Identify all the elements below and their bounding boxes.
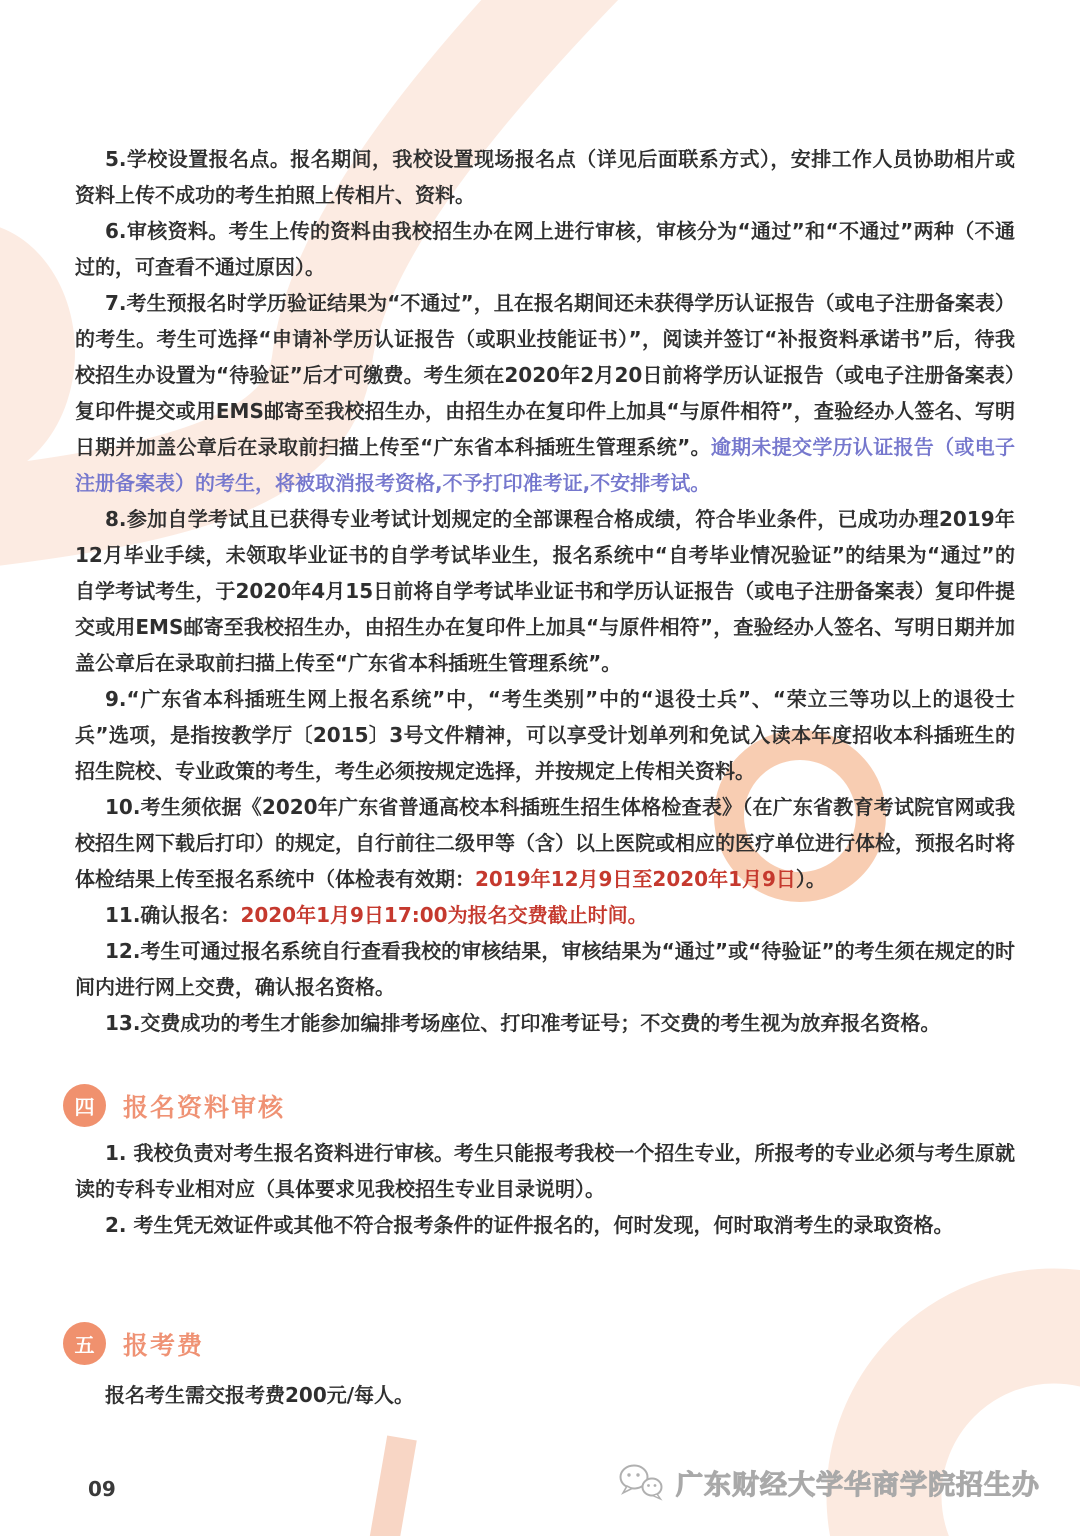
footer-brand [618,1462,1040,1502]
text-run: 8.参加自学考试且已获得专业考试计划规定的全部课程合格成绩，符合毕业条件，已成功办理2019年12月毕业手续，未领取毕业证书的自学考试毕业生，报名系统中“自考毕业情况验证”的结果为“通过”的自学考试考生，于2020年4月15日前将自学考试毕业证书和学历认证报告（或电子注册备案表）复印件提交或用EMS邮寄至我校招生办，由招生办在复印件上加具“与原件相符”，查验经办人签名、写明日期并加盖公章后在录取前扫描上传至“广东省本科插班生管理系统”。 [75,507,1015,675]
paragraph [75,1377,1015,1413]
paragraph [75,933,1015,1005]
footer-brand-text: 广东财经大学华商学院招生办 [676,1469,1040,1501]
text-run: 10.考生须依据《2020年广东省普通高校本科插班生招生体格检查表》（在广东省教育考试院官网或我校招生网下载后打印）的规定，自行前往二级甲等（含）以上医院或相应的医疗单位进行体检，预报名时将体检结果上传至报名系统中（体检表有效期： [75,795,1015,891]
paragraph [75,681,1015,789]
text-run: 7.考生预报名时学历验证结果为“不通过”，且在报名期间还未获得学历认证报告（或电子注册备案表）的考生。考生可选择“申请补学历认证报告（或职业技能证书）”，阅读并签订“补报资料承诺书”后，待我校招生办设置为“待验证”后才可缴费。考生须在2020年2月20日前将学历认证报告（或电子注册备案表）复印件提交或用EMS邮寄至我校招生办，由招生办在复印件上加具“与原件相符”，查验经办人签名、写明日期并加盖公章后在录取前扫描上传至“广东省本科插班生管理系统”。 [75,291,1015,459]
paragraph [75,501,1015,681]
paragraph [75,213,1015,285]
paragraph [75,1207,1015,1243]
paragraph [75,1005,1015,1041]
text-run: 13.交费成功的考生才能参加编排考场座位、打印准考证号；不交费的考生视为放弃报名资格。 [105,1011,941,1035]
left-blob-shape [0,222,75,482]
section-body [75,1135,1015,1243]
paragraph [75,141,1015,213]
paragraph [75,789,1015,897]
intro-section [75,141,1015,1041]
section-number-badge: 五 [63,1322,106,1365]
text-run: 12.考生可通过报名系统自行查看我校的审核结果，审核结果为“通过”或“待验证”的考生须在规定的时间内进行网上交费，确认报名资格。 [75,939,1015,999]
text-run: 逾期未提交学历认证报告（或电子注册备案表）的考生，将被取消报考资格,不予打印准考证,不安排考试。 [75,435,1015,495]
section-title: 报考费 [123,1330,205,1360]
text-run: 2020年1月9日17:00为报名交费截止时间。 [240,903,648,927]
page-number: 09 [88,1477,116,1501]
text-run: 报名考生需交报考费200元/每人。 [105,1383,415,1407]
text-run: ）。 [795,867,826,891]
section-title: 报名资料审核 [123,1092,286,1122]
paragraph [75,1135,1015,1207]
text-run: 9.“广东省本科插班生网上报名系统”中，“考生类别”中的“退役士兵”、“荣立三等功以上的退役士兵”选项，是指按教学厅〔2015〕3号文件精神，可以享受计划单列和免试入读本年度招收本科插班生的招生院校、专业政策的考生，考生必须按规定选择，并按规定上传相关资料。 [75,687,1015,783]
section-body [75,1377,1015,1413]
text-run: 6.审核资料。考生上传的资料由我校招生办在网上进行审核，审核分为“通过”和“不通过”两种（不通过的，可查看不通过原因）。 [75,219,1015,279]
section-number-badge: 四 [63,1084,106,1127]
section-registration-fee [63,1322,1015,1413]
text-run: 11.确认报名： [105,903,241,927]
paragraph [75,285,1015,501]
text-run: 2019年12月9日至2020年1月9日 [475,867,796,891]
bottom-sliver-shape [383,1438,402,1536]
text-run: 5.学校设置报名点。报名期间，我校设置现场报名点（详见后面联系方式），安排工作人员协助相片或资料上传不成功的考生拍照上传相片、资料。 [75,147,1015,207]
text-run: 2. 考生凭无效证件或其他不符合报考条件的证件报名的，何时发现，何时取消考生的录取资格。 [105,1213,954,1237]
section-registration-material-review [63,1084,1015,1243]
text-run: 1. 我校负责对考生报名资料进行审核。考生只能报考我校一个招生专业，所报考的专业必须与考生原就读的专科专业相对应（具体要求见我校招生专业目录说明）。 [75,1141,1015,1201]
wechat-icon [618,1462,666,1502]
paragraph [75,897,1015,933]
section-heading [63,1084,1015,1127]
section-heading [63,1322,1015,1365]
